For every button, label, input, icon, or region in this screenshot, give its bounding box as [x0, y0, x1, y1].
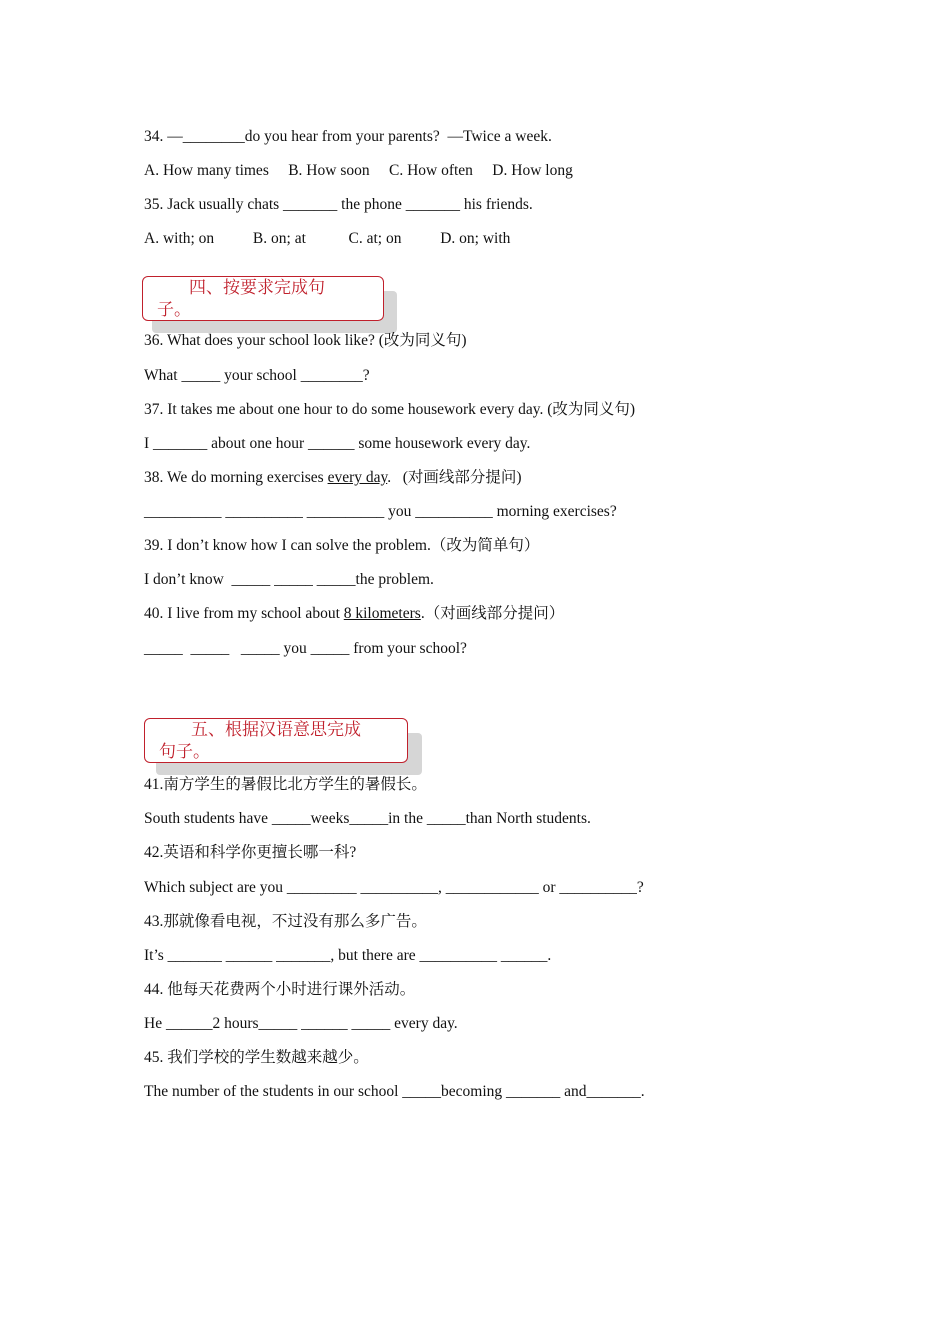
- q35-text: 35. Jack usually chats _______ the phone _______ his friends.: [144, 196, 533, 213]
- q40-answer: _____ _____ _____ you _____ from your school?: [144, 640, 467, 657]
- q38-text: [144, 468, 522, 488]
- q42-text: 42.英语和科学你更擅长哪一科?: [144, 844, 357, 861]
- q39-text: 39. I don’t know how I can solve the problem.（改为简单句）: [144, 537, 540, 554]
- q39-answer: I don’t know _____ _____ _____the problem.: [144, 571, 434, 588]
- section5-header: [144, 718, 408, 763]
- q45-answer: The number of the students in our school _____becoming _______ and_______.: [144, 1083, 645, 1100]
- q44-text: 44. 他每天花费两个小时进行课外活动。: [144, 981, 416, 998]
- q41-answer: South students have _____weeks_____in the _____than North students.: [144, 810, 591, 827]
- section4-title-line2: 子。: [157, 300, 191, 320]
- q40-text: [144, 604, 564, 624]
- q37-text: 37. It takes me about one hour to do some housework every day. (改为同义句): [144, 401, 636, 418]
- section5-title-line1: 五、根据汉语意思完成: [191, 720, 361, 740]
- q43-answer: It’s _______ ______ _______, but there are __________ ______.: [144, 947, 552, 964]
- section4-header: [142, 276, 384, 321]
- q43-text: 43.那就像看电视，不过没有那么多广告。: [144, 913, 427, 930]
- q45-text: 45. 我们学校的学生数越来越少。: [144, 1049, 369, 1066]
- section5-title-line2: 句子。: [159, 742, 210, 762]
- q36-text: 36. What does your school look like? (改为同义句): [144, 332, 467, 349]
- q34-options: A. How many times B. How soon C. How often D. How long: [144, 162, 573, 179]
- q36-answer: What _____ your school ________?: [144, 367, 370, 384]
- q40-pre: 40. I live from my school about: [144, 605, 344, 622]
- q38-answer: __________ __________ __________ you __________ morning exercises?: [144, 503, 617, 520]
- q37-answer: I _______ about one hour ______ some housework every day.: [144, 435, 531, 452]
- q40-underlined: 8 kilometers: [343, 605, 421, 622]
- q38-pre: 38. We do morning exercises: [144, 469, 328, 486]
- q35-options: A. with; on B. on; at C. at; on D. on; with: [144, 230, 511, 247]
- q34-text: 34. —________do you hear from your parents? —Twice a week.: [144, 128, 552, 145]
- q40-post: .（对画线部分提问）: [420, 605, 565, 622]
- q38-underlined: every day: [327, 469, 388, 486]
- section4-title-line1: 四、按要求完成句: [189, 278, 325, 298]
- q44-answer: He ______2 hours_____ ______ _____ every day.: [144, 1015, 458, 1032]
- q41-text: 41.南方学生的暑假比北方学生的暑假长。: [144, 776, 427, 793]
- q42-answer: Which subject are you _________ __________, ____________ or __________?: [144, 879, 644, 896]
- q38-post: . (对画线部分提问): [387, 469, 522, 486]
